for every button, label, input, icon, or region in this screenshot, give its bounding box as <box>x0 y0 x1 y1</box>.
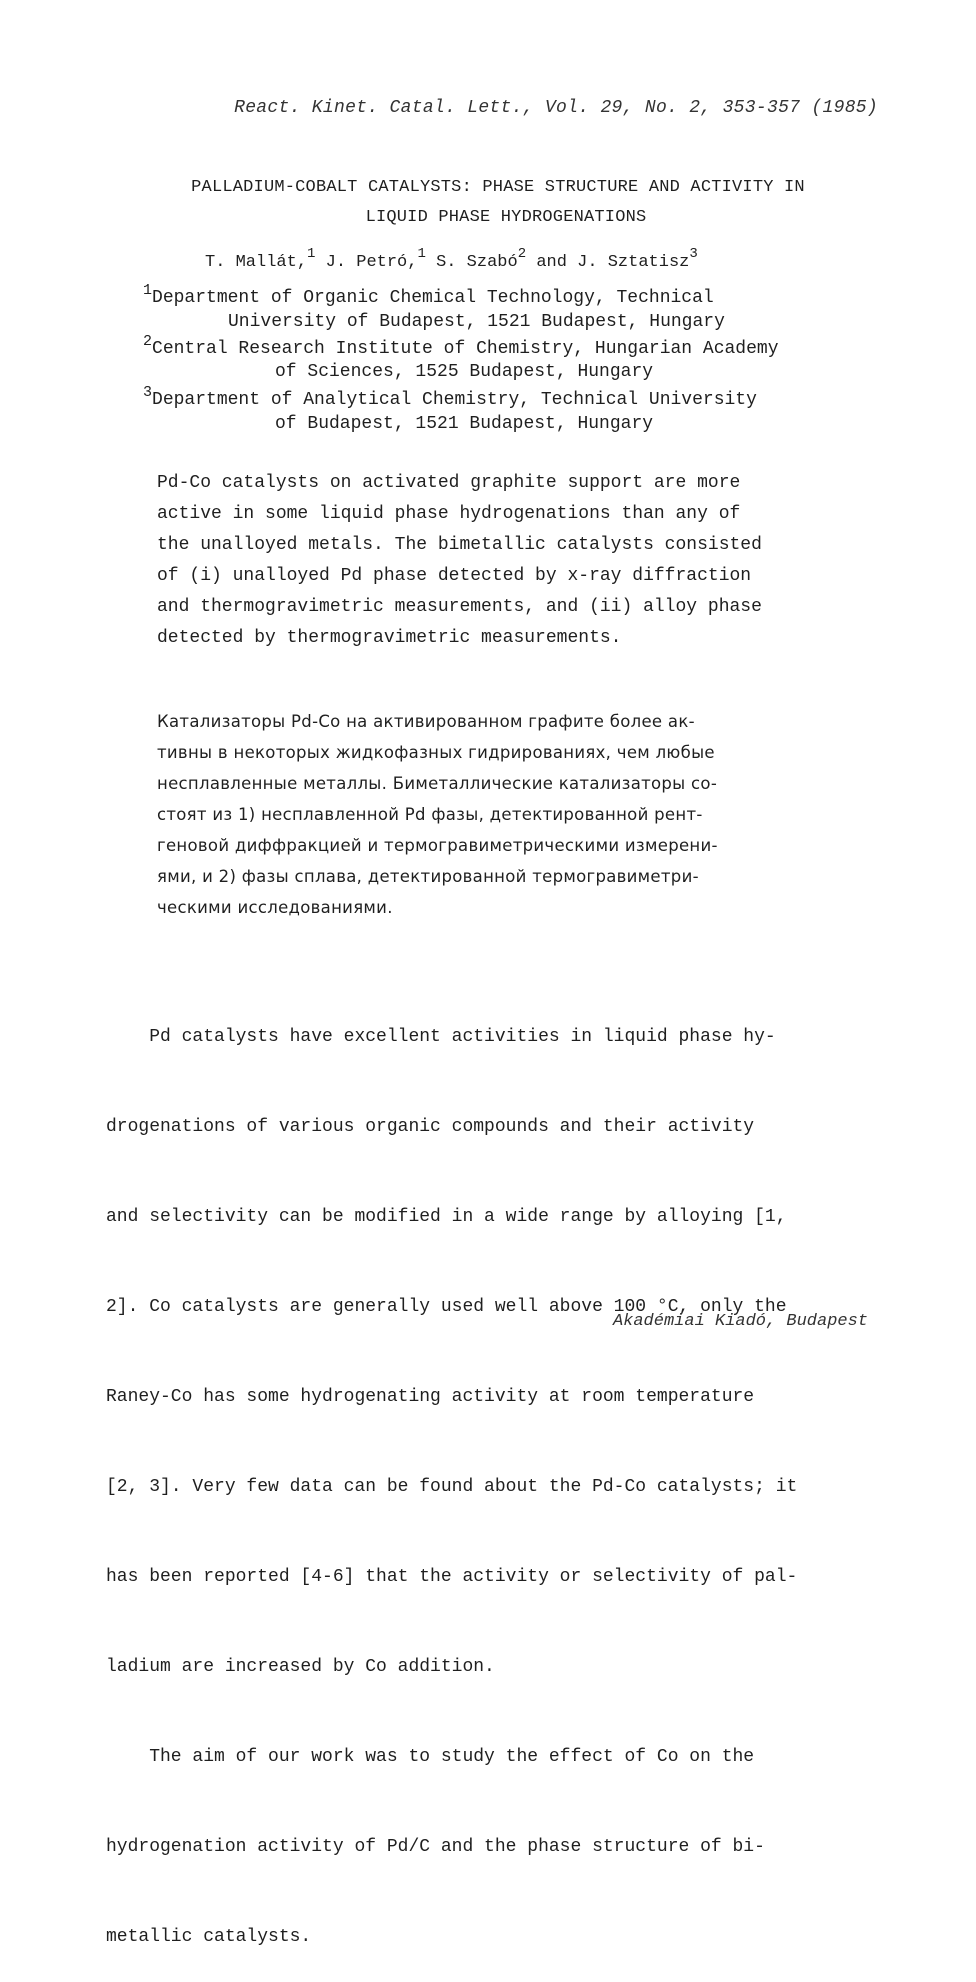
affiliation-number: 1 <box>143 282 153 299</box>
author-affiliation-marker: 1 <box>417 246 426 262</box>
body-line: [2, 3]. Very few data can be found about the Pd-Co catalysts; it <box>106 1477 798 1497</box>
abstract-line: Катализаторы Pd-Co на активированном графите более ак- <box>157 712 695 731</box>
author-petro: J. Petró, <box>325 253 418 272</box>
author-sztatisz: J. Sztatisz <box>577 253 690 272</box>
paper-title-line-1: PALLADIUM-COBALT CATALYSTS: PHASE STRUCTURE AND ACTIVITY IN <box>191 178 805 197</box>
author-szabo: S. Szabó <box>436 253 518 272</box>
affiliation-2 <box>143 333 779 359</box>
author-affiliation-marker: 1 <box>307 246 316 262</box>
affiliation-line: Department of Analytical Chemistry, Technical University <box>152 390 757 410</box>
publisher-footer: Akadémiai Kiadó, Budapest <box>612 1312 868 1331</box>
author-list <box>205 246 698 272</box>
affiliation-line: Central Research Institute of Chemistry, Hungarian Academy <box>152 339 779 359</box>
author-mallat: T. Mallát, <box>205 253 308 272</box>
abstract-line: геновой диффракцией и термогравиметрическими измерени- <box>157 836 718 855</box>
body-line: has been reported [4-6] that the activity or selectivity of pal- <box>106 1567 798 1587</box>
abstract-line: Pd-Co catalysts on activated graphite support are more <box>157 473 741 493</box>
abstract-russian <box>157 706 718 923</box>
abstract-line: of (i) unalloyed Pd phase detected by x-ray diffraction <box>157 566 752 586</box>
body-line: metallic catalysts. <box>106 1927 312 1947</box>
author-conjunction: and <box>536 253 567 272</box>
body-line: Pd catalysts have excellent activities in liquid phase hy- <box>106 1027 776 1047</box>
abstract-line: тивны в некоторых жидкофазных гидрированиях, чем любые <box>157 743 715 762</box>
affiliation-line: of Sciences, 1525 Budapest, Hungary <box>275 362 654 382</box>
abstract-line: ями, и 2) фазы сплава, детектированной термогравиметри- <box>157 867 699 886</box>
affiliation-3 <box>143 384 757 410</box>
affiliation-line: University of Budapest, 1521 Budapest, Hungary <box>228 312 725 332</box>
body-line: hydrogenation activity of Pd/C and the phase structure of bi- <box>106 1837 765 1857</box>
affiliation-number: 3 <box>143 384 153 401</box>
author-affiliation-marker: 2 <box>517 246 527 262</box>
body-line: and selectivity can be modified in a wide range by alloying [1, <box>106 1207 787 1227</box>
affiliation-line: of Budapest, 1521 Budapest, Hungary <box>275 414 654 434</box>
body-line: ladium are increased by Co addition. <box>106 1657 495 1677</box>
author-affiliation-marker: 3 <box>689 246 698 262</box>
body-line: The aim of our work was to study the effect of Co on the <box>106 1747 755 1767</box>
body-line: Raney-Co has some hydrogenating activity at room temperature <box>106 1387 755 1407</box>
abstract-line: active in some liquid phase hydrogenations than any of <box>157 504 741 524</box>
abstract-line: the unalloyed metals. The bimetallic catalysts consisted <box>157 535 762 555</box>
paper-title-line-2: LIQUID PHASE HYDROGENATIONS <box>365 208 647 227</box>
abstract-line: несплавленные металлы. Биметаллические катализаторы со- <box>157 774 718 793</box>
abstract-line: and thermogravimetric measurements, and (ii) alloy phase <box>157 597 762 617</box>
affiliation-line: Department of Organic Chemical Technology, Technical <box>152 288 714 308</box>
abstract-line: detected by thermogravimetric measurements. <box>157 628 622 648</box>
abstract-line: стоят из 1) несплавленной Pd фазы, детектированной рент- <box>157 805 703 824</box>
abstract-english <box>157 468 762 654</box>
body-text <box>106 962 797 1982</box>
body-line: 2]. Co catalysts are generally used well above 100 °C, only the <box>106 1297 787 1317</box>
affiliation-number: 2 <box>143 333 153 350</box>
affiliation-1 <box>143 282 714 308</box>
abstract-line: ческими исследованиями. <box>157 898 393 917</box>
journal-reference: React. Kinet. Catal. Lett., Vol. 29, No. 2, 353-357 (1985) <box>234 98 878 118</box>
body-line: drogenations of various organic compounds and their activity <box>106 1117 755 1137</box>
